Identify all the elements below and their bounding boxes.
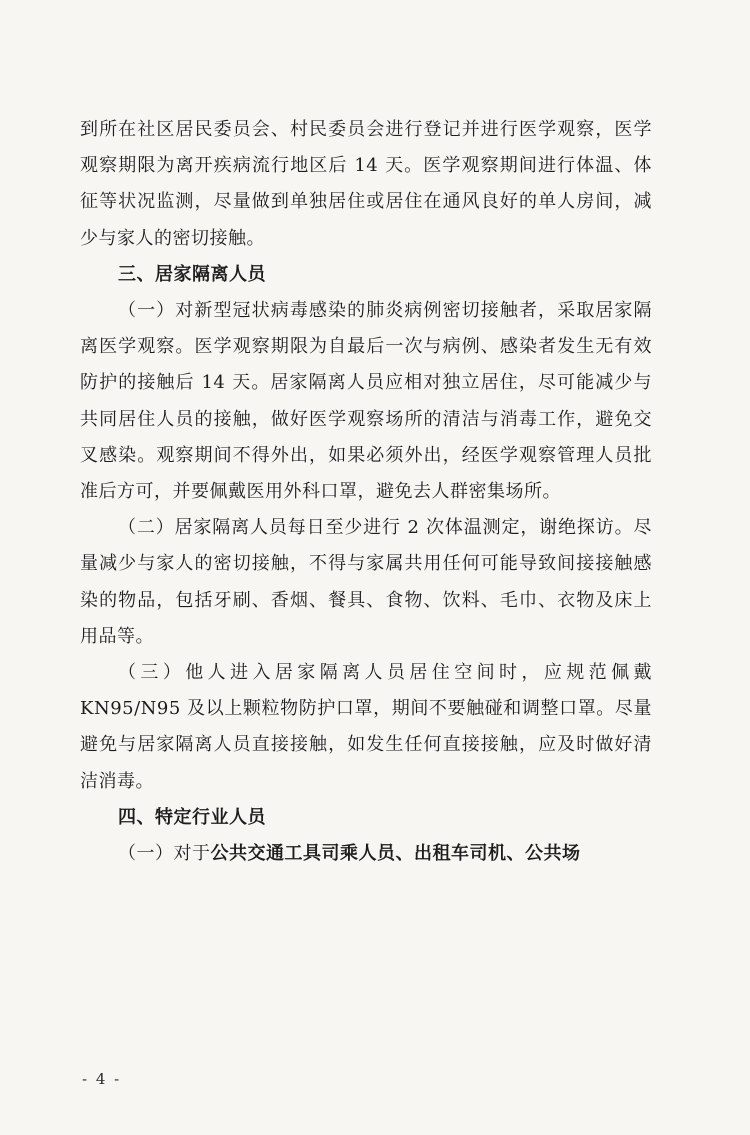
section-4-paragraph-1-prefix: （一）对于 (118, 843, 211, 865)
section-4-heading: 四、特定行业人员 (118, 806, 266, 828)
section-3-heading: 三、居家隔离人员 (118, 263, 266, 285)
section-3-paragraph-1: （一）对新型冠状病毒感染的肺炎病例密切接触者，采取居家隔离医学观察。医学观察期限为自最后一次与病例、感染者发生无有效防护的接触后 14 天。居家隔离人员应相对独立居住，尽可能减少与共同居住人员的接触，做好医学观察场所的清洁与消毒工作，避免交叉感染。观察期间不得外出，如果必须外出，经医学观察管理人员批准后方可，并要佩戴医用外科口罩，避免去人群密集场所。 (80, 300, 652, 503)
section-3-paragraph-3: （三）他人进入居家隔离人员居住空间时，应规范佩戴 KN95/N95 及以上颗粒物防护口罩，期间不要触碰和调整口罩。尽量避免与居家隔离人员直接接触，如发生任何直接接触，应及时做好清洁消毒。 (80, 662, 652, 792)
section-4-paragraph-1 (80, 836, 652, 872)
section-4-paragraph-1-bold-text: 公共交通工具司乘人员、出租车司机、公共场 (210, 843, 581, 865)
section-3-paragraph-2: （二）居家隔离人员每日至少进行 2 次体温测定，谢绝探访。尽量减少与家人的密切接触，不得与家属共用任何可能导致间接接触感染的物品，包括牙刷、香烟、餐具、食物、饮料、毛巾、衣物及床上用品等。 (80, 517, 652, 647)
continuation-paragraph: 到所在社区居民委员会、村民委员会进行登记并进行医学观察，医学观察期限为离开疾病流行地区后 14 天。医学观察期间进行体温、体征等状况监测，尽量做到单独居住或居住在通风良好的单人房间，减少与家人的密切接触。 (80, 119, 652, 249)
page-number: - 4 - (82, 1070, 122, 1088)
document-body (80, 112, 652, 872)
